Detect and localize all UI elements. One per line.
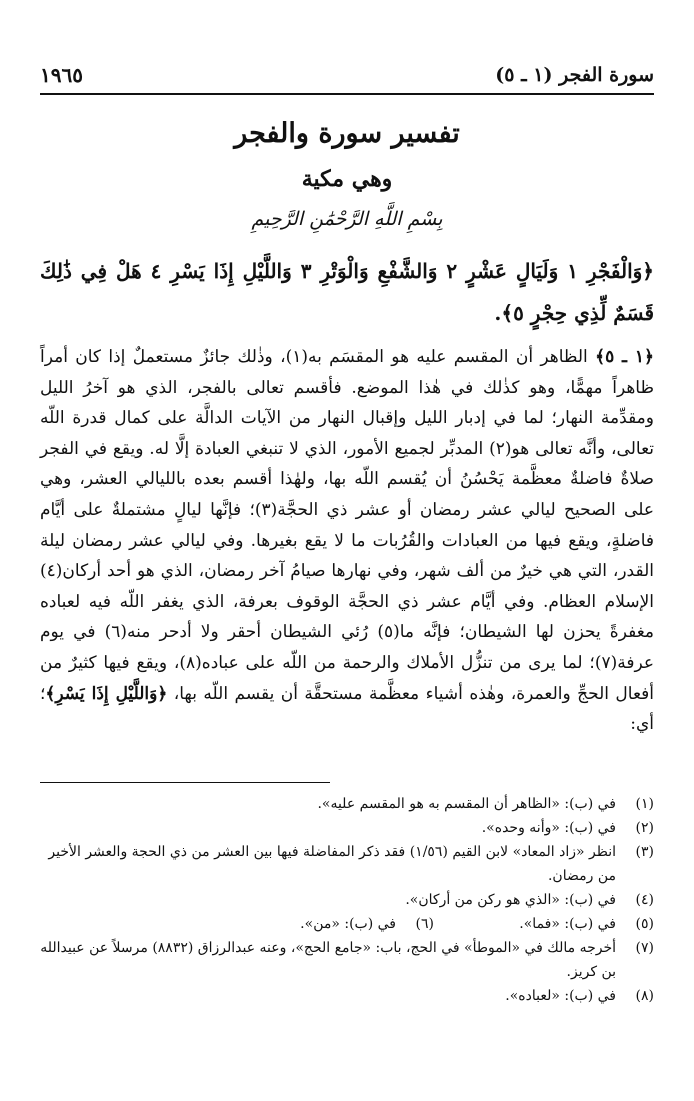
footnote-text: في (ب): «وأنه وحده».	[481, 820, 616, 836]
inline-verse-quote: ﴿وَاللَّيْلِ إِذَا يَسْرِ﴾	[45, 683, 168, 704]
footnote	[40, 816, 654, 840]
footnote-text: في (ب): «فما».	[519, 916, 616, 932]
footnote-number: (٨)	[635, 988, 654, 1004]
footnote-number: (١)	[635, 796, 654, 812]
footnote-text: في (ب): «الذي هو ركن من أركان».	[405, 892, 616, 908]
running-header	[40, 58, 654, 92]
footnote-number: (٢)	[635, 820, 654, 836]
verse-reference: ﴿١ ـ ٥﴾	[595, 347, 654, 367]
page-subtitle: وهي مكية	[301, 166, 393, 192]
header-divider	[40, 93, 654, 95]
footnote	[40, 840, 654, 888]
footnote	[434, 912, 654, 936]
footnote	[40, 792, 654, 816]
footnote-number: (٦)	[415, 916, 434, 932]
tafsir-text: الظاهر أن المقسم عليه هو المقسَم به(١)، وذٰلك جائزٌ مستعملٌ إذا كان أمراً ظاهراً مهمًّا، وهو كذٰلك في هٰذا الموضع. فأقسم تعالى بالفجر، الذي هو آخرُ الليل ومقدِّمة النهار؛ لما في إدبار الليل وإقبال النهار من الآيات الدالَّة على كمال قدرة اللّه تعالى، وأنَّه تعالى هو(٢) المدبِّر لجميع الأمور، الذي لا تنبغي العبادة إلَّا له. ويقع في الفجر صلاةٌ فاضلةٌ معظَّمة يَحْسُنُ أن يُقسم اللّه بها، ولهٰذا أقسم بعده بالليالي العشر، وهي على الصحيح ليالي عشر رمضان أو عشر ذي الحجَّة(٣)؛ فإنَّها ليالٍ مشتملةٌ على أيَّام فاضلةٍ، ويقع فيها من العبادات والقُرُبات ما لا يقع بغيرها. وفي ليالي عشر رمضان ليلة القدر، التي هي خيرٌ من ألف شهر، وفي نهارها صيامُ آخر رمضان، الذي هو أحد أركان(٤) الإسلام العظام. وفي أيَّام عشر ذي الحجَّة الوقوف بعرفة، الذي يغفر اللّه فيه لعباده مغفرةً يحزن لها الشيطان؛ فإنَّه ما(٥) رُئي الشيطان أحقر ولا أدحر منه(٦) في يوم عرفة(٧)؛ لما يرى من تنزُّل الأملاك والرحمة من اللّه على عباده(٨)، ويقع فيها كثيرٌ من أفعال الحجِّ والعمرة، وهٰذه أشياء معظَّمة مستحقَّة أن يقسم اللّه بها،	[40, 347, 655, 704]
footnote-text: في (ب): «لعباده».	[505, 988, 616, 1004]
footnote	[300, 912, 434, 936]
footnotes	[40, 792, 654, 1008]
tafsir-text-end: ؛ أي:	[40, 683, 654, 735]
footnote-text: في (ب): «الظاهر أن المقسم به هو المقسم عليه».	[317, 796, 616, 812]
footnote	[40, 936, 654, 984]
footnote	[40, 984, 654, 1008]
footnote-number: (٤)	[635, 892, 654, 908]
page-number: ١٩٦٥	[40, 63, 83, 87]
footnote-number: (٧)	[635, 940, 654, 956]
basmala: بِسْمِ اللَّهِ الرَّحْمَٰنِ الرَّحِيمِ	[251, 208, 443, 230]
footnote-number: (٣)	[635, 844, 654, 860]
surah-label: سورة الفجر (١ ـ ٥)	[495, 64, 654, 86]
footnote-text: أخرجه مالك في «الموطأ» في الحج، باب: «جامع الحج»، وعنه عبدالرزاق (٨٨٣٢) مرسلاً عن عبيدالله بن كريز.	[40, 940, 616, 980]
quran-verses: ﴿وَالْفَجْرِ ١ وَلَيَالٍ عَشْرٍ ٢ وَالشَّفْعِ وَالْوَتْرِ ٣ وَاللَّيْلِ إِذَا يَسْرِ ٤ هَلْ فِي ذَٰلِكَ قَسَمٌ لِّذِي حِجْرٍ ٥﴾.	[40, 259, 654, 325]
page-title: تفسير سورة والفجر	[234, 118, 460, 149]
footnote-number: (٥)	[635, 916, 654, 932]
footnote-text: في (ب): «من».	[300, 916, 396, 932]
tafsir-paragraph	[40, 342, 654, 740]
footnote-pair	[40, 912, 654, 936]
footnote-text: انظر «زاد المعاد» لابن القيم (١/٥٦) فقد ذكر المفاضلة فيها بين العشر من ذي الحجة والعشر الأخير من رمضان.	[48, 844, 616, 884]
footnote-divider	[40, 782, 330, 783]
footnote	[40, 888, 654, 912]
